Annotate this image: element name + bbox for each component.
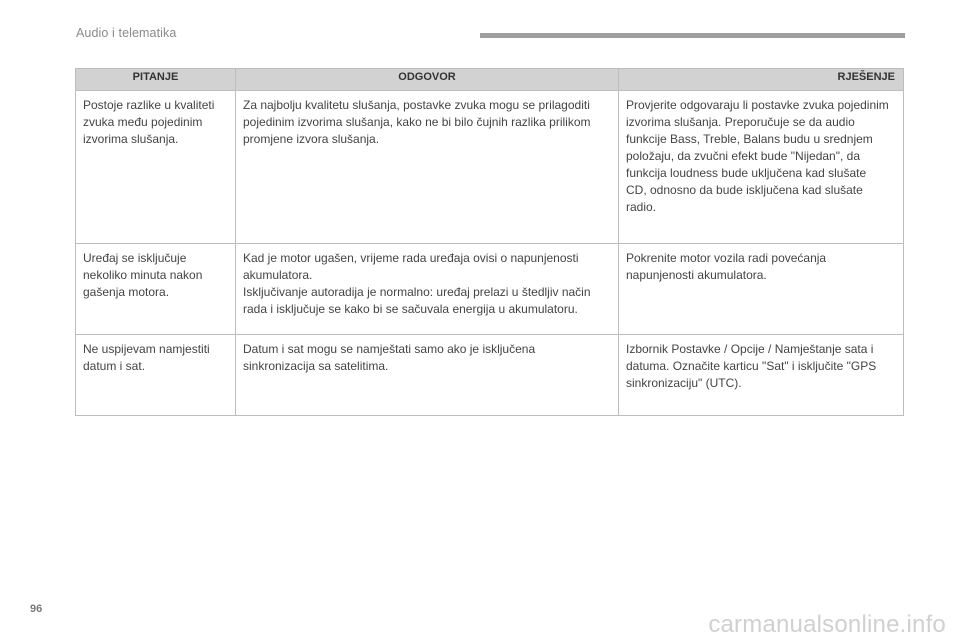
table-row	[76, 91, 904, 244]
question-cell	[76, 244, 236, 335]
cell-text-line: datum i sat.	[83, 359, 146, 373]
cell-text-line: radio.	[626, 200, 657, 214]
faq-table	[75, 68, 904, 416]
header-bar	[480, 33, 905, 38]
cell-text-line: Ne uspijevam namjestiti	[83, 342, 210, 356]
cell-text-line: datuma. Označite karticu "Sat" i isključite "GPS	[626, 359, 877, 373]
cell-text-line: Za najbolju kvalitetu slušanja, postavke zvuka mogu se prilagoditi	[243, 98, 590, 112]
question-cell	[76, 91, 236, 244]
cell-text-line: Isključivanje autoradija je normalno: uređaj prelazi u štedljiv način	[243, 285, 591, 299]
table-row	[76, 244, 904, 335]
cell-text-line: zvuka među pojedinim	[83, 115, 203, 129]
cell-text-line: Postoje razlike u kvaliteti	[83, 98, 215, 112]
cell-text-line: Pokrenite motor vozila radi povećanja	[626, 251, 827, 265]
solution-cell	[619, 335, 904, 416]
table-header-row	[76, 69, 904, 91]
solution-cell	[619, 244, 904, 335]
cell-text-line: rada i isključuje se kako bi se sačuvala energija u akumulatoru.	[243, 302, 578, 316]
column-header-solution: RJEŠENJE	[619, 69, 904, 91]
cell-text-line: gašenja motora.	[83, 285, 170, 299]
cell-text-line: Provjerite odgovaraju li postavke zvuka pojedinim	[626, 98, 889, 112]
cell-text-line: funkcije Bass, Treble, Balans budu u srednjem	[626, 132, 873, 146]
question-cell	[76, 335, 236, 416]
answer-cell	[236, 335, 619, 416]
cell-text-line: sinkronizaciju" (UTC).	[626, 376, 742, 390]
cell-text-line: CD, odnosno da bude isključena kad slušate	[626, 183, 863, 197]
cell-text-line: Kad je motor ugašen, vrijeme rada uređaja ovisi o napunjenosti	[243, 251, 579, 265]
cell-text-line: nekoliko minuta nakon	[83, 268, 203, 282]
section-title: Audio i telematika	[76, 26, 177, 40]
watermark: carmanualsonline.info	[708, 611, 946, 638]
column-header-answer: ODGOVOR	[236, 69, 619, 91]
solution-cell	[619, 91, 904, 244]
cell-text-line: pojedinim izvorima slušanja, kako ne bi bilo čujnih razlika prilikom	[243, 115, 591, 129]
answer-cell	[236, 91, 619, 244]
cell-text-line: akumulatora.	[243, 268, 313, 282]
column-header-question: PITANJE	[76, 69, 236, 91]
cell-text-line: Izbornik Postavke / Opcije / Namještanje sata i	[626, 342, 874, 356]
answer-cell	[236, 244, 619, 335]
cell-text-line: napunjenosti akumulatora.	[626, 268, 767, 282]
cell-text-line: Uređaj se isključuje	[83, 251, 187, 265]
cell-text-line: funkcija loudness bude uključena kad slušate	[626, 166, 867, 180]
page-number: 96	[30, 603, 43, 615]
cell-text-line: Datum i sat mogu se namještati samo ako je isključena	[243, 342, 536, 356]
cell-text-line: sinkronizacija sa satelitima.	[243, 359, 389, 373]
cell-text-line: izvorima slušanja. Preporučuje se da audio	[626, 115, 855, 129]
table-row	[76, 335, 904, 416]
cell-text-line: izvorima slušanja.	[83, 132, 179, 146]
cell-text-line: promjene izvora slušanja.	[243, 132, 380, 146]
cell-text-line: položaju, da zvučni efekt bude "Nijedan", da	[626, 149, 861, 163]
